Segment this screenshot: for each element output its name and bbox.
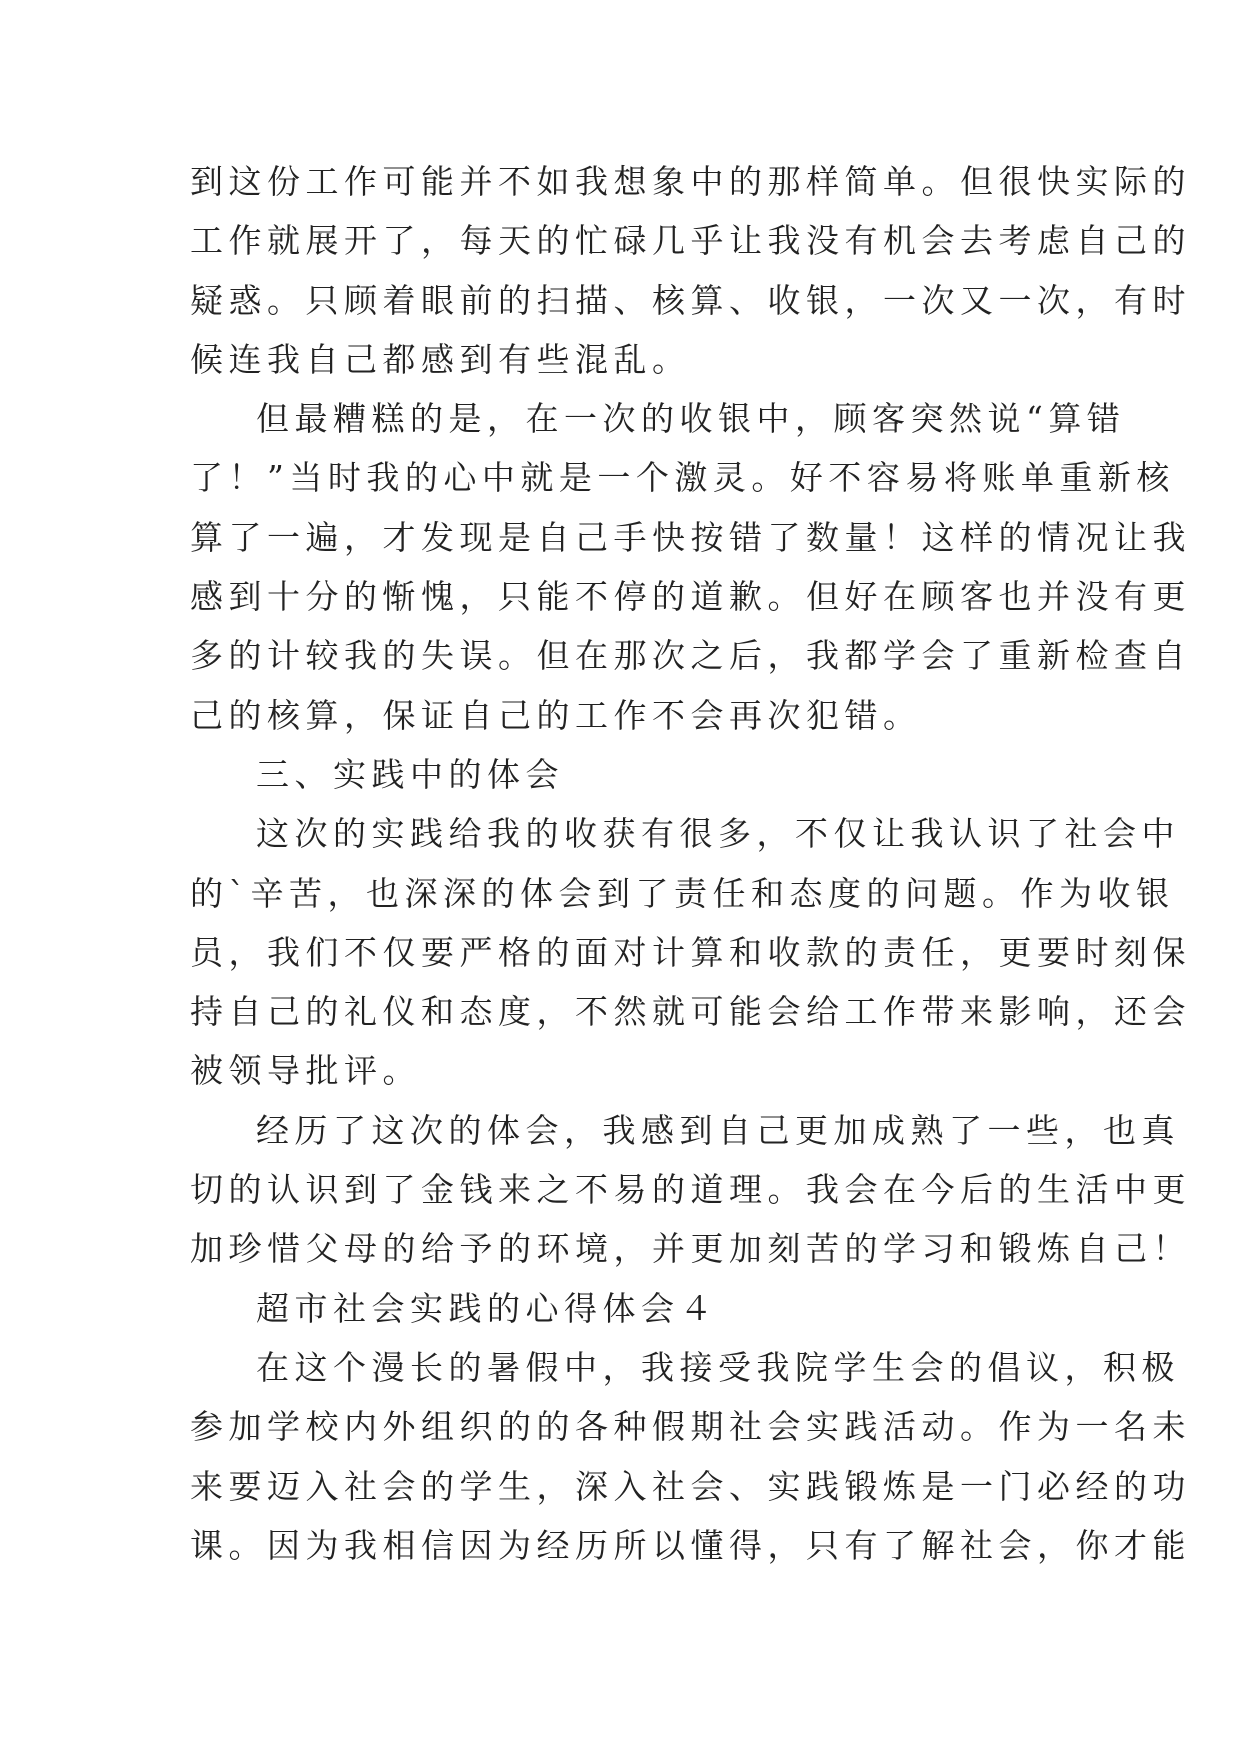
text-line: 到这份工作可能并不如我想象中的那样简单。但很快实际的: [190, 162, 1191, 201]
text-line: 感到十分的惭愧，只能不停的道歉。但好在顾客也并没有更: [190, 577, 1191, 617]
text-line: 但最糟糕的是，在一次的收银中，顾客突然说“算错: [256, 399, 1126, 439]
text-line: 三、实践中的体会: [256, 754, 564, 794]
section-heading: [190, 745, 1060, 804]
text-line: 参加学校内外组织的的各种假期社会实践活动。作为一名未: [190, 1407, 1191, 1447]
text-line: 经历了这次的体会，我感到自己更加成熟了一些，也真: [256, 1110, 1180, 1150]
text-line: 来要迈入社会的学生，深入社会、实践锻炼是一门必经的功: [190, 1466, 1191, 1506]
paragraph-continuation: [190, 152, 1191, 389]
text-line: 课。因为我相信因为经历所以懂得，只有了解社会，你才能: [190, 1525, 1191, 1565]
text-line: 己的核算，保证自己的工作不会再次犯错。: [190, 695, 922, 735]
document-body: [190, 152, 1191, 1575]
paragraph-summer: [190, 1338, 1191, 1575]
text-line: 在这个漫长的暑假中，我接受我院学生会的倡议，积极: [256, 1347, 1180, 1387]
text-line: 切的认识到了金钱来之不易的道理。我会在今后的生活中更: [190, 1170, 1191, 1210]
text-line: 了！”当时我的心中就是一个激灵。好不容易将账单重新核: [190, 458, 1175, 498]
text-line: 超市社会实践的心得体会４: [256, 1288, 718, 1328]
text-line: 工作就展开了，每天的忙碌几乎让我没有机会去考虑自己的: [190, 221, 1191, 261]
text-line: 被领导批评。: [190, 1051, 421, 1091]
text-line: 算了一遍，才发现是自己手快按错了数量！这样的情况让我: [190, 517, 1191, 557]
text-line: 持自己的礼仪和态度，不然就可能会给工作带来影响，还会: [190, 992, 1191, 1032]
text-line: 候连我自己都感到有些混乱。: [190, 339, 691, 379]
article-title: [190, 1279, 1060, 1338]
text-line: 加珍惜父母的给予的环境，并更加刻苦的学习和锻炼自己！: [190, 1229, 1191, 1269]
text-line: 的`辛苦，也深深的体会到了责任和态度的问题。作为收银: [190, 873, 1175, 913]
text-line: 多的计较我的失误。但在那次之后，我都学会了重新检查自: [190, 636, 1191, 676]
text-line: 员，我们不仅要严格的面对计算和收款的责任，更要时刻保: [190, 932, 1191, 972]
paragraph-reflection: [190, 804, 1191, 1100]
paragraph-conclusion: [190, 1101, 1191, 1279]
text-line: 这次的实践给我的收获有很多，不仅让我认识了社会中: [256, 814, 1180, 854]
paragraph-mistake: [190, 389, 1191, 745]
text-line: 疑惑。只顾着眼前的扫描、核算、收银，一次又一次，有时: [190, 280, 1191, 320]
